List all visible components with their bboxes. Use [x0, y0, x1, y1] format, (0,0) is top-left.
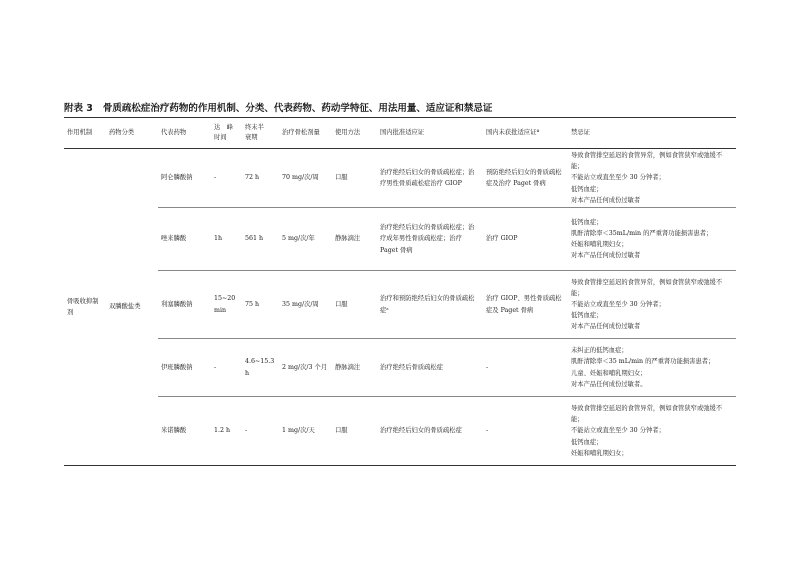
unapproved-cell: 预防绝经后妇女的骨质疏松症及治疗 Paget 骨病 — [486, 168, 562, 187]
table-row — [64, 208, 736, 271]
tmax-cell: - — [214, 174, 217, 182]
drug-cell: 唑来膦酸 — [158, 208, 211, 271]
tmax-cell: 15~20 min — [211, 271, 242, 339]
table-row — [64, 149, 736, 208]
contra-cell: 导致食管排空延迟的食管异常，例如食管狭窄或弛缓不能； 不能站立或直坐至少 30 分钟者； 低钙血症； 对本产品任何成份过敏者 — [568, 271, 736, 339]
halflife-cell: 4.6~15.3 h — [242, 339, 279, 397]
contra-cell: 导致食管排空延迟的食管异常，例如食管狭窄或弛缓不能； 不能站立或直坐至少 30 分钟者； 低钙血症； 妊娠和哺乳期妇女； — [568, 397, 736, 466]
unapproved-cell: 治疗 GIOP、男性骨质疏松症及 Paget 骨病 — [483, 271, 568, 339]
halflife-cell: 561 h — [242, 208, 279, 271]
unapproved-cell: - — [483, 339, 568, 397]
mechanism-cell: 骨吸收抑制剂 — [64, 149, 106, 466]
table-row — [64, 339, 736, 397]
table-caption — [64, 100, 492, 114]
approved-cell: 治疗和预防绝经后妇女的骨质疏松症ᵃ — [377, 271, 483, 339]
halflife-cell: 75 h — [242, 271, 279, 339]
header-class: 药物分类 — [106, 118, 158, 149]
drug-cell: 伊班膦酸钠 — [158, 339, 211, 397]
approved-cell: 治疗绝经后妇女的骨质疏松症；治疗男性骨质疏松症治疗 GIOP — [380, 168, 475, 187]
table-row — [64, 397, 736, 466]
route-cell: 静脉滴注 — [332, 339, 377, 397]
header-tmax: 达 峰 时间 — [211, 118, 242, 149]
header-dose: 治疗骨松剂量 — [279, 118, 332, 149]
drug-cell: 阿仑膦酸钠 — [161, 174, 193, 182]
dose-cell: 5 mg/次/年 — [279, 208, 332, 271]
header-drug: 代表药物 — [158, 118, 211, 149]
contra-cell: 低钙血症； 肌酐清除率＜35mL/min 的严重肾功能损害患者； 妊娠和哺乳期妇女； 对本产品任何成份过敏者 — [568, 208, 736, 271]
route-cell: 静脉滴注 — [332, 208, 377, 271]
header-halflife: 终末半 衰期 — [242, 118, 279, 149]
dose-cell: 35 mg/次/周 — [279, 271, 332, 339]
tmax-cell: 1h — [211, 208, 242, 271]
approved-cell: 治疗绝经后骨质疏松症 — [377, 339, 483, 397]
header-unapproved: 国内未获批适应证ª — [483, 118, 568, 149]
contra-cell: 导致食管排空延迟的食管异常，例如食管狭窄或弛缓不能； 不能站立或直坐至少 30 分钟者； 低钙血症； 对本产品任何成份过敏者 — [571, 152, 723, 204]
drug-table — [64, 117, 736, 466]
header-row — [64, 118, 736, 149]
halflife-cell: 72 h — [245, 174, 260, 182]
route-cell: 口服 — [332, 397, 377, 466]
header-route: 使用方法 — [332, 118, 377, 149]
route-cell: 口服 — [335, 174, 348, 182]
class-cell: 双膦酸盐类 — [106, 149, 158, 466]
approved-cell: 治疗绝经后妇女的骨质疏松症 — [377, 397, 483, 466]
dose-cell: 2 mg/次/3 个月 — [279, 339, 332, 397]
drug-cell: 利塞膦酸钠 — [158, 271, 211, 339]
route-cell: 口服 — [332, 271, 377, 339]
dose-cell: 70 mg/次/周 — [282, 174, 319, 182]
header-mechanism: 作用机制 — [64, 118, 106, 149]
halflife-cell: - — [242, 397, 279, 466]
tmax-cell: 1.2 h — [211, 397, 242, 466]
table-row — [64, 271, 736, 339]
header-contraindications: 禁忌证 — [568, 118, 736, 149]
contra-cell: 未纠正的低钙血症； 肌酐清除率＜35 mL/min 的严重肾功能损害患者； 儿童、妊娠和哺乳期妇女； 对本产品任何成份过敏者。 — [568, 339, 736, 397]
unapproved-cell: 治疗 GIOP — [483, 208, 568, 271]
caption-title: 骨质疏松症治疗药物的作用机制、分类、代表药物、药动学特征、用法用量、适应证和禁忌证 — [102, 103, 493, 114]
unapproved-cell: - — [483, 397, 568, 466]
dose-cell: 1 mg/次/天 — [279, 397, 332, 466]
header-approved: 国内批准适应证 — [377, 118, 483, 149]
tmax-cell: - — [211, 339, 242, 397]
drug-cell: 米诺膦酸 — [158, 397, 211, 466]
approved-cell: 治疗绝经后妇女的骨质疏松症；治疗成年男性骨质疏松症；治疗 Paget 骨病 — [377, 208, 483, 271]
caption-number: 附表 3 — [64, 103, 93, 114]
